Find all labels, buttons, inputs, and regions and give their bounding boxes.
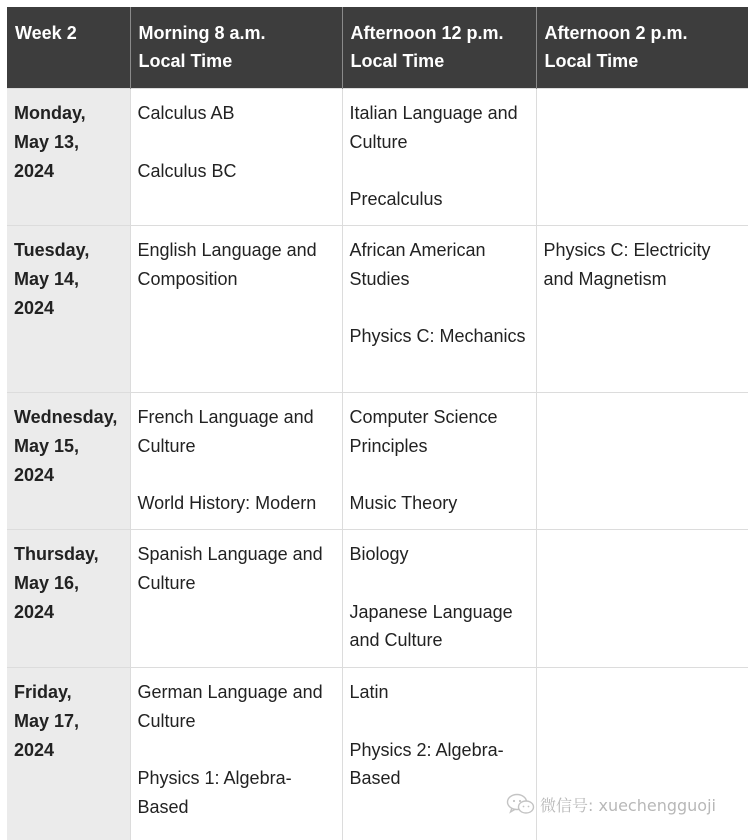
exam-subject: World History: Modern <box>137 493 317 514</box>
watermark-text: 微信号: xuechengguoji <box>540 795 716 815</box>
exam-subject: Computer Science Principles <box>349 407 498 456</box>
exam-schedule-table <box>7 7 748 840</box>
header-noon-line2: Local Time <box>350 51 445 71</box>
day-label-line: May 17, <box>14 710 80 731</box>
wechat-icon <box>506 792 536 816</box>
header-noon-line1: Afternoon 12 p.m. <box>350 23 504 43</box>
table-row <box>7 530 748 668</box>
morning-cell <box>130 530 342 668</box>
header-morning-line2: Local Time <box>138 51 233 71</box>
day-label-line: 2024 <box>14 601 55 622</box>
exam-subject: English Language and Composition <box>137 240 317 289</box>
exam-subject: Precalculus <box>349 189 443 210</box>
header-afternoon-line2: Local Time <box>544 51 639 71</box>
morning-cell <box>130 393 342 530</box>
exam-subject: Calculus BC <box>137 160 237 181</box>
noon-cell <box>342 89 536 226</box>
day-label-line: May 13, <box>14 131 80 152</box>
header-week-label: Week 2 <box>15 23 77 43</box>
exam-subject: Italian Language and Culture <box>349 103 518 152</box>
header-noon <box>342 7 536 89</box>
exam-subject: French Language and Culture <box>137 407 314 456</box>
exam-subject: Music Theory <box>349 493 458 514</box>
day-label-line: May 14, <box>14 268 80 289</box>
day-label-line: May 15, <box>14 435 80 456</box>
day-label-line: Thursday, <box>14 544 99 564</box>
morning-cell <box>130 226 342 393</box>
day-label-line: Monday, <box>14 103 86 123</box>
day-label-line: 2024 <box>14 297 55 318</box>
day-label-line: Friday, <box>14 682 72 702</box>
afternoon-cell <box>536 530 748 668</box>
table-row <box>7 393 748 530</box>
exam-subject: Biology <box>349 544 409 564</box>
exam-subject: Japanese Language and Culture <box>349 601 513 651</box>
watermark <box>506 792 716 816</box>
day-cell <box>7 226 130 393</box>
afternoon-cell <box>536 89 748 226</box>
header-afternoon <box>536 7 748 89</box>
day-label-line: 2024 <box>14 739 55 760</box>
exam-subject: Calculus AB <box>137 103 235 123</box>
header-week <box>7 7 130 89</box>
exam-subject: Physics 1: Algebra-Based <box>137 768 292 818</box>
table-row <box>7 89 748 226</box>
morning-cell <box>130 668 342 840</box>
day-label-line: 2024 <box>14 464 55 485</box>
header-morning <box>130 7 342 89</box>
noon-cell <box>342 226 536 393</box>
noon-cell <box>342 393 536 530</box>
day-label-line: Tuesday, <box>14 240 90 260</box>
exam-subject: Physics 2: Algebra-Based <box>349 739 504 789</box>
day-cell <box>7 89 130 226</box>
day-cell <box>7 668 130 840</box>
day-cell <box>7 530 130 668</box>
exam-subject: Spanish Language and Culture <box>137 544 323 593</box>
afternoon-cell <box>536 226 748 393</box>
exam-subject: Physics C: Mechanics <box>349 326 526 347</box>
exam-subject: German Language and Culture <box>137 682 323 731</box>
noon-cell <box>342 530 536 668</box>
exam-subject: Latin <box>349 682 389 702</box>
day-label-line: 2024 <box>14 160 55 181</box>
header-morning-line1: Morning 8 a.m. <box>138 23 266 43</box>
day-label-line: May 16, <box>14 572 80 593</box>
table-row <box>7 226 748 393</box>
header-row <box>7 7 748 89</box>
exam-subject: Physics C: Electricity and Magnetism <box>543 240 711 289</box>
exam-subject: African American Studies <box>349 240 486 289</box>
day-label-line: Wednesday, <box>14 407 118 427</box>
header-afternoon-line1: Afternoon 2 p.m. <box>544 23 688 43</box>
afternoon-cell <box>536 393 748 530</box>
morning-cell <box>130 89 342 226</box>
day-cell <box>7 393 130 530</box>
